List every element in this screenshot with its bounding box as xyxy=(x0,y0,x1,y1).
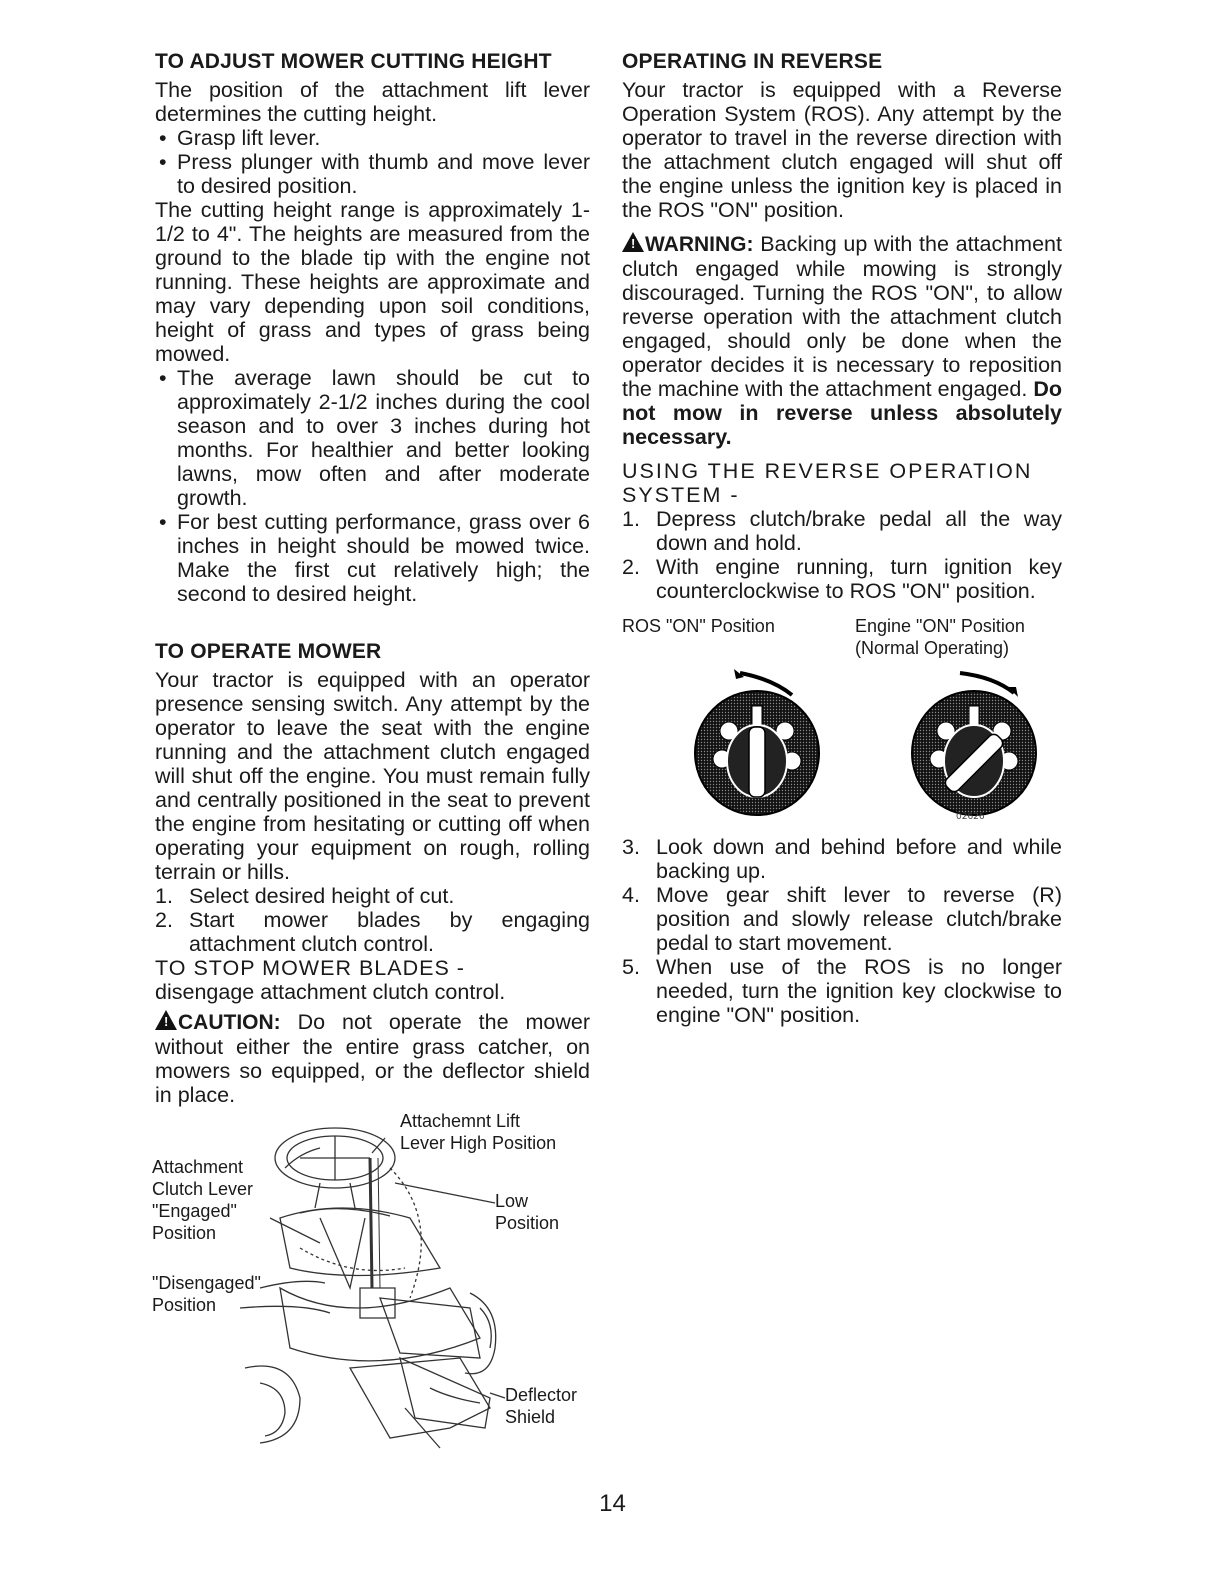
heading-operate-mower: TO OPERATE MOWER xyxy=(155,640,382,663)
label-ros-on: ROS "ON" Position xyxy=(622,616,775,636)
warning-block xyxy=(622,232,1062,449)
page-number: 14 xyxy=(599,1490,626,1517)
label-clutch-1: Attachment xyxy=(152,1157,244,1177)
ignition-switch-engine-icon xyxy=(912,673,1036,815)
label-engine-on-1: Engine "ON" Position xyxy=(855,616,1025,636)
label-clutch-4: Position xyxy=(152,1223,217,1243)
ignition-switch-ros-icon xyxy=(695,669,819,815)
list-item: • For best cutting performance, grass over 6 inches in height should be mowed twice. Make the first cut relatively high; the second to desired height. xyxy=(159,510,590,606)
list-item: • Press plunger with thumb and move lever to desired position. xyxy=(159,150,590,198)
adjust-intro: The position of the attachment lift lever determines the cutting height. xyxy=(155,78,590,126)
caution-text: Do not operate the mower without either the entire grass catcher, on mowers so equipped, or the deflector shield in place. xyxy=(155,1010,590,1107)
warning-bold-text: Do not mow in reverse unless absolutely necessary. xyxy=(622,377,1062,449)
adjust-bullets-2 xyxy=(155,366,590,606)
left-column xyxy=(155,50,590,1107)
ros-steps-a xyxy=(622,507,1062,603)
warning-triangle-icon xyxy=(622,232,644,252)
ignition-figure-labels xyxy=(622,615,1062,658)
list-item: 2. With engine running, turn ignition key counterclockwise to ROS "ON" position. xyxy=(622,555,1062,603)
caution-block xyxy=(155,1010,590,1107)
list-item: 4. Move gear shift lever to reverse (R) position and slowly release clutch/brake pedal to start movement. xyxy=(622,883,1062,955)
list-item: 3. Look down and behind before and while backing up. xyxy=(622,835,1062,883)
figure-code: 02626 xyxy=(956,812,985,821)
label-lift-lever-1: Attachemnt Lift xyxy=(400,1111,521,1131)
list-item: • The average lawn should be cut to approximately 2-1/2 inches during the cool season and to over 3 inches during hot months. For healthier and better looking lawns, mow often and after moderate growth. xyxy=(159,366,590,510)
stop-blades-heading: TO STOP MOWER BLADES - xyxy=(155,956,465,980)
adjust-bullets-1 xyxy=(155,126,590,198)
label-low-1: Low xyxy=(495,1191,529,1211)
caution-label: CAUTION: xyxy=(178,1011,281,1034)
list-item: 2. Start mower blades by engaging attachment clutch control. xyxy=(155,908,590,956)
warning-text: Backing up with the attachment clutch engaged while mowing is strongly discouraged. Turning the ROS "ON", to allow reverse operation with the attachment clutch engaged, should only be done when the operator decides it is necessary to reposition the machine with the attachment engaged. xyxy=(622,232,1062,401)
mower-lift-lever-figure xyxy=(150,1108,595,1458)
warning-label: WARNING: xyxy=(645,233,754,256)
label-deflector-1: Deflector xyxy=(505,1385,578,1405)
operate-intro: Your tractor is equipped with an operator presence sensing switch. Any attempt by the operator to leave the seat with the engine running and the attachment clutch engaged will shut off the engine. You must remain fully and centrally positioned in the seat to prevent the engine from hesitating or cutting off when operating your equipment on rough, rolling terrain or hills. xyxy=(155,668,590,884)
label-disengaged-1: "Disengaged" xyxy=(152,1273,261,1293)
label-clutch-3: "Engaged" xyxy=(152,1201,237,1221)
stop-blades-text: disengage attachment clutch control. xyxy=(155,980,506,1004)
heading-adjust-cutting-height: TO ADJUST MOWER CUTTING HEIGHT xyxy=(155,50,552,73)
warning-triangle-icon xyxy=(155,1010,177,1030)
label-deflector-2: Shield xyxy=(505,1407,556,1427)
reverse-intro: Your tractor is equipped with a Reverse Operation System (ROS). Any attempt by the operator to travel in the reverse direction with the attachment clutch engaged will shut off the engine unless the ignition key is placed in the ROS "ON" position. xyxy=(622,78,1062,222)
ignition-key-figure xyxy=(622,651,1062,821)
heading-using-ros: USING THE REVERSE OPERATION SYSTEM - xyxy=(622,459,1033,507)
operate-steps xyxy=(155,884,590,956)
right-column xyxy=(622,50,1062,1027)
label-engine-on-2: (Normal Operating) xyxy=(855,638,1010,658)
heading-operating-reverse: OPERATING IN REVERSE xyxy=(622,50,883,73)
label-low-2: Position xyxy=(495,1213,560,1233)
list-item: 1. Depress clutch/brake pedal all the way down and hold. xyxy=(622,507,1062,555)
list-item: 5. When use of the ROS is no longer needed, turn the ignition key clockwise to engine "ON" position. xyxy=(622,955,1062,1027)
label-disengaged-2: Position xyxy=(152,1295,217,1315)
ros-steps-b xyxy=(622,835,1062,1027)
ignition-switch-illustration xyxy=(622,651,1062,821)
label-lift-lever-2: Lever High Position xyxy=(400,1133,557,1153)
list-item: • Grasp lift lever. xyxy=(159,126,321,150)
label-clutch-2: Clutch Lever xyxy=(152,1179,254,1199)
list-item: 1. Select desired height of cut. xyxy=(155,884,455,908)
cutting-height-range: The cutting height range is approximately 1-1/2 to 4". The heights are measured from the ground to the blade tip with the engine not running. These heights are approximate and may vary depending upon soil conditions, height of grass and types of grass being mowed. xyxy=(155,198,590,366)
